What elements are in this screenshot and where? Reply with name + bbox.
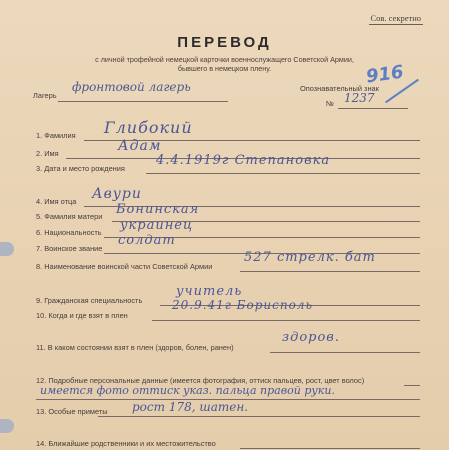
field-label-condition: 11. В каком состоянии взят в плен (здоров, болен, ранен) — [36, 343, 234, 352]
field-label-personal-data: 12. Подробные персональные данные (имеется фотография, оттиск пальцев, рост, цвет волос) — [36, 376, 365, 385]
field-label-name: 2. Имя — [36, 149, 59, 158]
ident-number-prefix: № — [326, 99, 334, 108]
field-line-marks — [98, 416, 420, 417]
field-value-marks: рост 178, шатен. — [132, 400, 249, 414]
field-value-father: Авури — [92, 186, 142, 202]
field-label-captured: 10. Когда и где взят в плен — [36, 311, 128, 320]
field-value-nationality: украинец — [120, 218, 194, 233]
field-label-father: 4. Имя отца — [36, 197, 77, 206]
field-value-captured: 20.9.41г Борисполь — [172, 298, 313, 312]
secret-stamp-label: Сов. секретно — [370, 13, 421, 23]
field-label-relatives: 14. Ближайшие родственники и их местожительство — [36, 439, 216, 448]
ident-stamp-number: 916 — [364, 61, 405, 88]
field-label-surname: 1. Фамилия — [36, 131, 76, 140]
field-line-birth — [146, 173, 420, 174]
field-label-mother: 5. Фамилия матери — [36, 212, 103, 221]
field-value-condition: здоров. — [282, 330, 341, 345]
field-label-profession: 9. Гражданская специальность — [36, 296, 143, 305]
camp-label: Лагерь — [33, 91, 57, 100]
field-value-unit: 527 стрелк. бат — [244, 250, 376, 265]
field-value-personal-data: имеется фото оттиск указ. пальца правой руки. — [40, 384, 335, 397]
field-line-personal-data-end — [404, 385, 420, 386]
field-label-unit: 8. Наименование воинской части Советской Армии — [36, 262, 213, 271]
field-value-rank: солдат — [118, 233, 176, 248]
subtitle-line-1: с личной трофейной немецкой карточки военнослужащего Советской Армии, — [95, 55, 354, 64]
field-label-rank: 7. Воинское звание — [36, 244, 103, 253]
field-value-profession: учитель — [176, 284, 243, 299]
field-value-surname: Глибокий — [104, 118, 193, 137]
ident-label: Опознавательный знак — [300, 84, 379, 93]
binder-hole — [0, 419, 14, 433]
camp-value: фронтовой лагерь — [72, 80, 191, 94]
field-line-unit — [240, 271, 420, 272]
field-label-nationality: 6. Национальность — [36, 228, 102, 237]
field-label-birth: 3. Дата и место рождения — [36, 164, 125, 173]
camp-underline — [58, 101, 228, 102]
ident-value: 1237 — [344, 91, 375, 105]
ident-underline — [338, 108, 408, 109]
document-title: ПЕРЕВОД — [177, 34, 272, 51]
field-line-condition — [270, 352, 420, 353]
field-line-relatives — [240, 448, 420, 449]
field-value-name: Адам — [118, 138, 162, 154]
field-value-mother: Бонинская — [116, 202, 200, 217]
binder-hole — [0, 242, 14, 256]
field-line-captured — [152, 320, 420, 321]
field-value-birth: 4.4.1919г Степановка — [156, 153, 331, 168]
subtitle-line-2: бывшего в немецком плену. — [177, 64, 272, 73]
field-label-marks: 13. Особые приметы — [36, 407, 108, 416]
